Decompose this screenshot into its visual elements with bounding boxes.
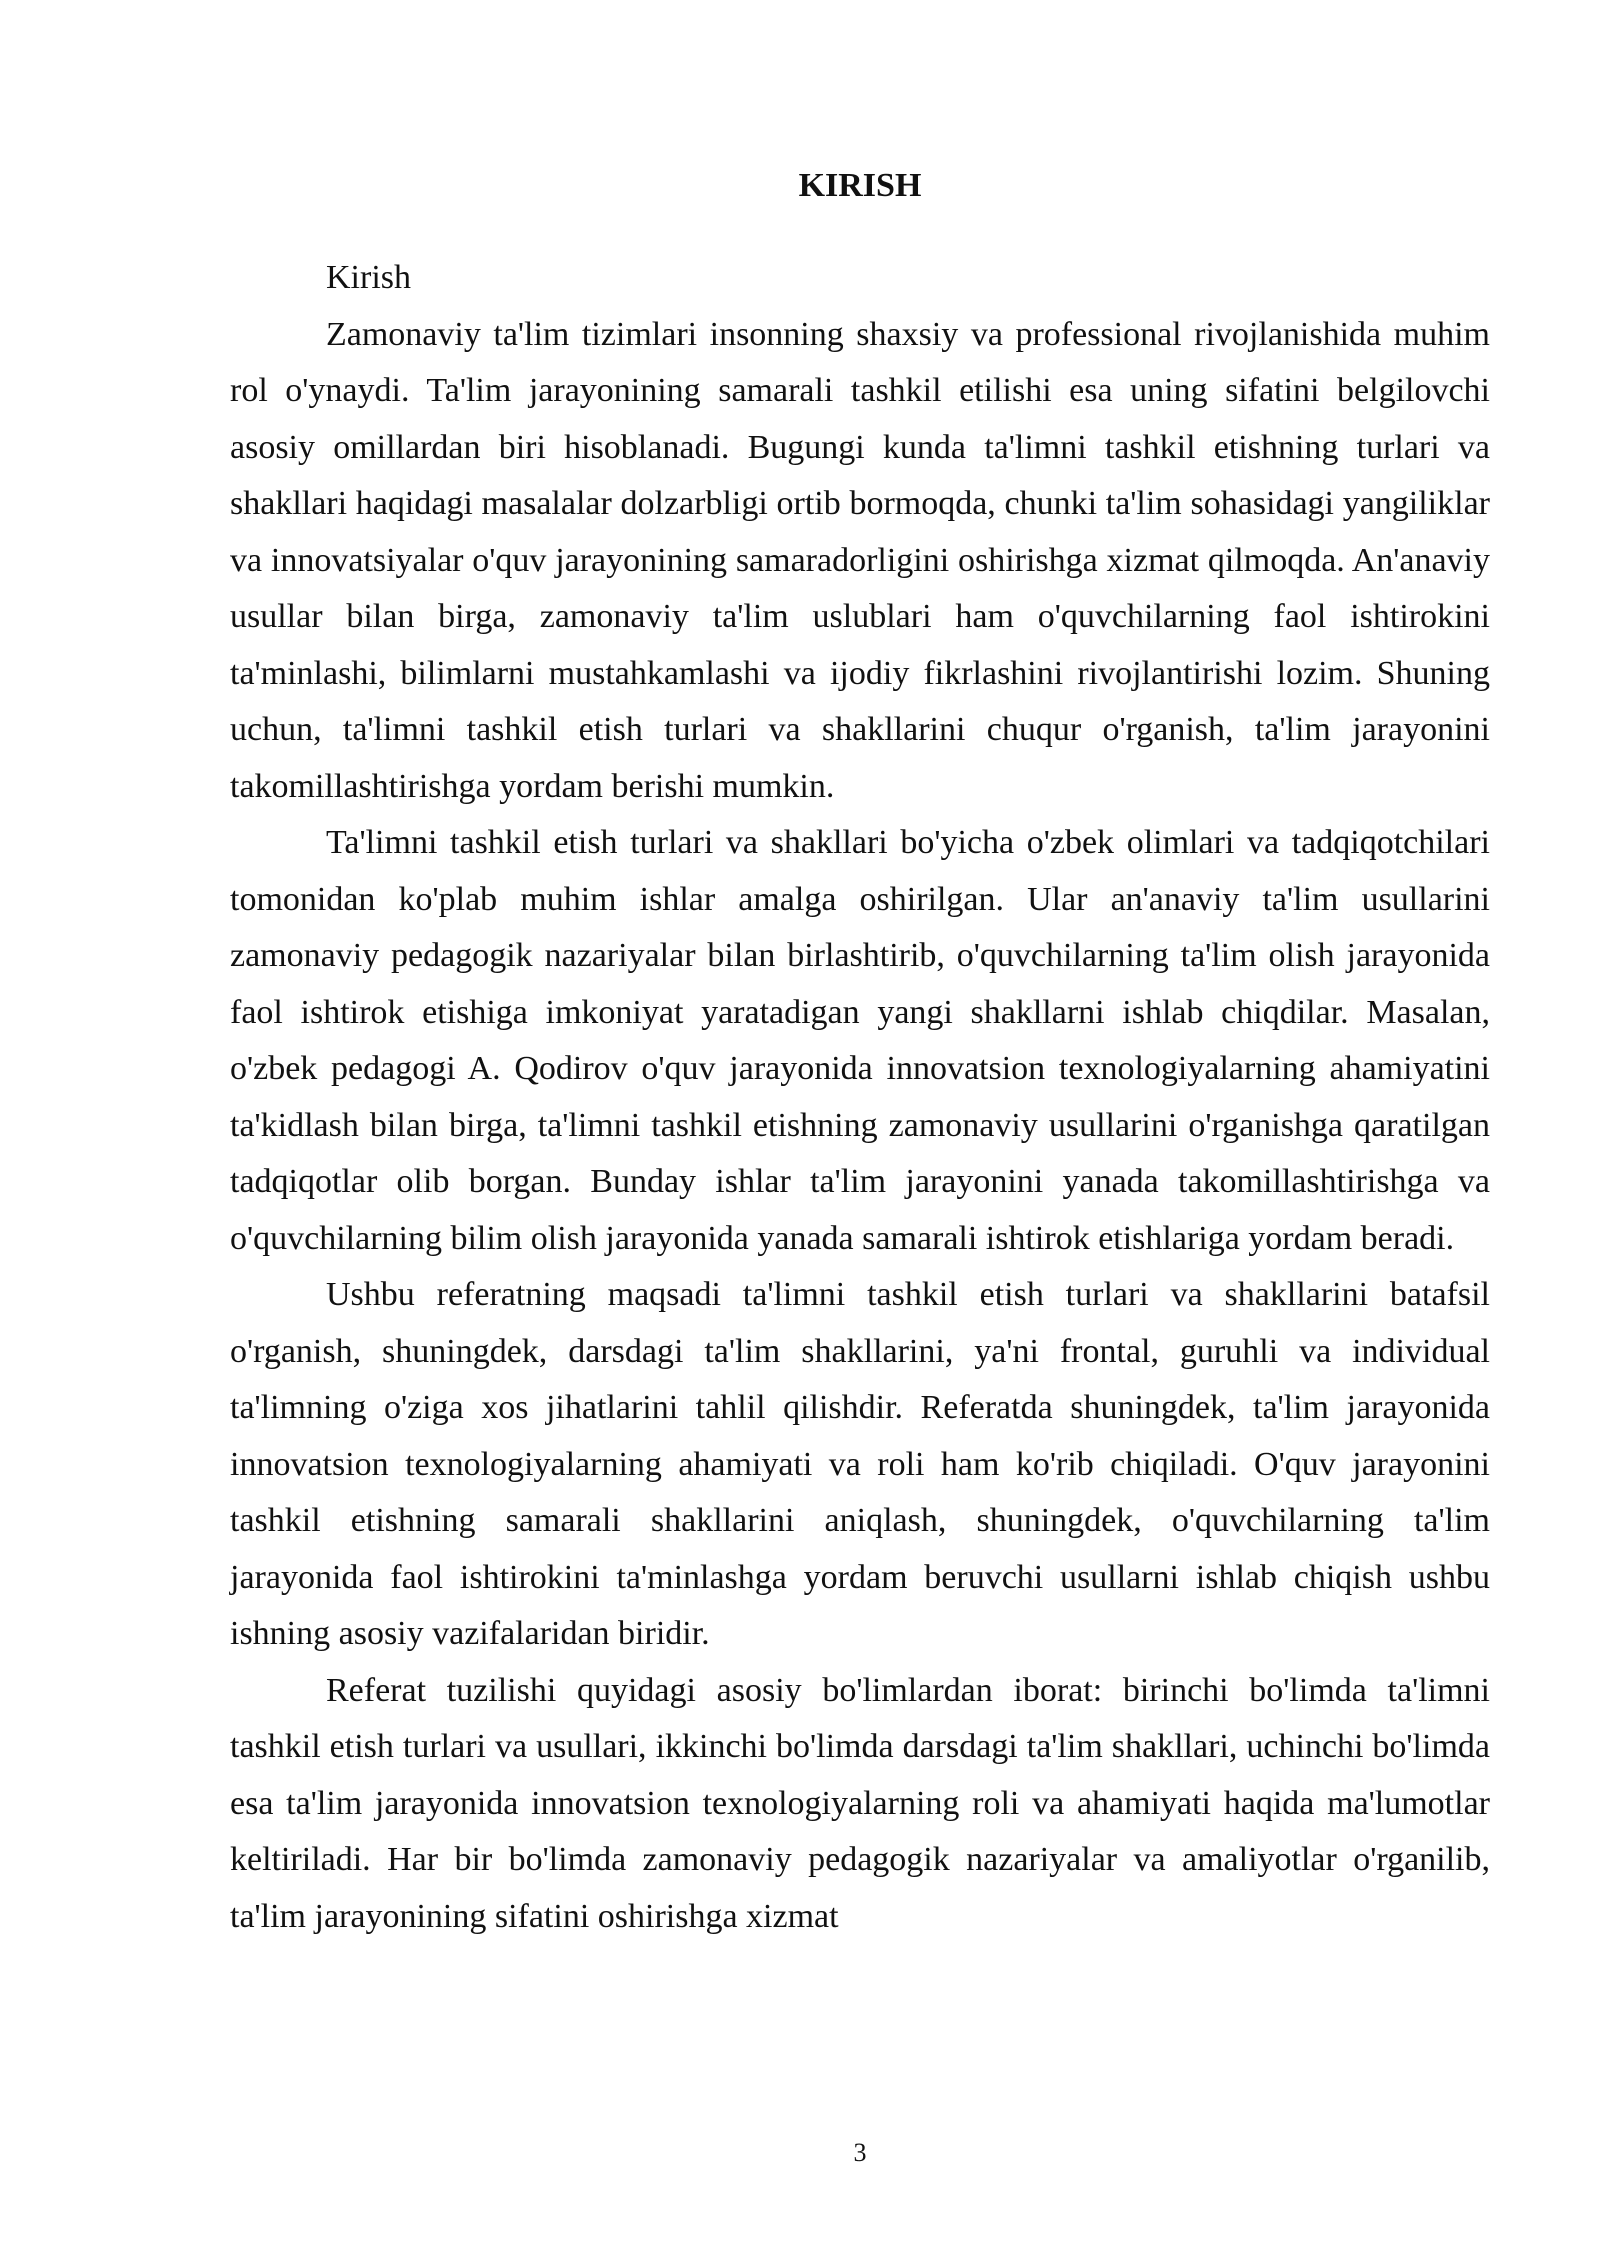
paragraph-3: Ushbu referatning maqsadi ta'limni tashkil etish turlari va shakllarini batafsil o'rganish, shuningdek, darsdagi ta'lim shakllarini, ya'ni frontal, guruhli va individual ta'limning o'ziga xos jihatlarini tahlil qilishdir. Referatda shuningdek, ta'lim jarayonida innovatsion texnologiyalarning ahamiyati va roli ham ko'rib chiqiladi. O'quv jarayonini tashkil etishning samarali shakllarini aniqlash, shuningdek, o'quvchilarning ta'lim jarayonida faol ishtirokini ta'minlashga yordam beruvchi usullarni ishlab chiqish ushbu ishning asosiy vazifalaridan biridir. <box>230 1276 1490 1652</box>
section-subheading: Kirish <box>326 259 411 296</box>
paragraph-1: Zamonaviy ta'lim tizimlari insonning shaxsiy va professional rivojlanishida muhim rol o'ynaydi. Ta'lim jarayonining samarali tashkil etilishi esa uning sifatini belgilovchi asosiy omillardan biri hisoblanadi. Bugungi kunda ta'limni tashkil etishning turlari va shakllari haqidagi masalalar dolzarbligi ortib bormoqda, chunki ta'lim sohasidagi yangiliklar va innovatsiyalar o'quv jarayonining samaradorligini oshirishga xizmat qilmoqda. An'anaviy usullar bilan birga, zamonaviy ta'lim uslublari ham o'quvchilarning faol ishtirokini ta'minlashi, bilimlarni mustahkamlashi va ijodiy fikrlashini rivojlantirishi lozim. Shuning uchun, ta'limni tashkil etish turlari va shakllarini chuqur o'rganish, ta'lim jarayonini takomillashtirishga yordam berishi mumkin. <box>230 315 1490 805</box>
page-title: KIRISH <box>798 167 922 204</box>
paragraph-4: Referat tuzilishi quyidagi asosiy bo'limlardan iborat: birinchi bo'limda ta'limni tashkil etish turlari va usullari, ikkinchi bo'limda darsdagi ta'lim shakllari, uchinchi bo'limda esa ta'lim jarayonida innovatsion texnologiyalarning roli va ahamiyati haqida ma'lumotlar keltiriladi. Har bir bo'limda zamonaviy pedagogik nazariyalar va amaliyotlar o'rganilib, ta'lim jarayonining sifatini oshirishga xizmat <box>230 1671 1490 1935</box>
paragraph-2: Ta'limni tashkil etish turlari va shakllari bo'yicha o'zbek olimlari va tadqiqotchilari tomonidan ko'plab muhim ishlar amalga oshirilgan. Ular an'anaviy ta'lim usullarini zamonaviy pedagogik nazariyalar bilan birlashtirib, o'quvchilarning ta'lim olish jarayonida faol ishtirok etishiga imkoniyat yaratadigan yangi shakllarni ishlab chiqdilar. Masalan, o'zbek pedagogi A. Qodirov o'quv jarayonida innovatsion texnologiyalarning ahamiyatini ta'kidlash bilan birga, ta'limni tashkil etishning zamonaviy usullarini o'rganishga qaratilgan tadqiqotlar olib borgan. Bunday ishlar ta'lim jarayonini yanada takomillashtirishga va o'quvchilarning bilim olish jarayonida yanada samarali ishtirok etishlariga yordam beradi. <box>230 824 1490 1257</box>
document-body <box>230 250 1490 1945</box>
page-number: 3 <box>853 2138 867 2167</box>
